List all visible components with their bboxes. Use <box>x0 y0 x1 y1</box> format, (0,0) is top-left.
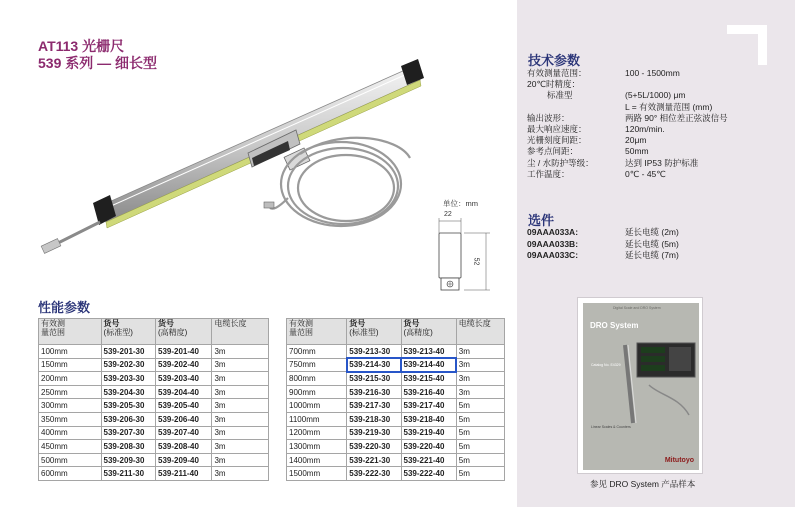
cell-std-code: 539-222-30 <box>347 467 401 481</box>
spec-key: 光栅刻度间距： <box>527 135 587 146</box>
spec-value: 两路 90° 相位差正弦波信号 <box>625 112 728 123</box>
table-row <box>39 385 269 399</box>
catalog-cover[interactable] <box>577 297 703 474</box>
spec-value: 100 - 1500mm <box>625 68 680 78</box>
spec-row <box>527 79 728 90</box>
cell-hi-code: 539-220-40 <box>401 440 456 454</box>
spec-key: 20℃时精度： <box>527 79 581 90</box>
header-hi-line2: (高精度) <box>403 328 433 337</box>
table-row <box>287 467 505 481</box>
spec-key: 最大响应速度： <box>527 124 587 135</box>
header-std-line2: (标准型) <box>349 328 379 337</box>
cell-cable: 3m <box>212 372 269 386</box>
cell-range: 400mm <box>39 426 102 440</box>
cell-std-code: 539-208-30 <box>101 440 155 454</box>
table-row <box>287 372 505 386</box>
header-hi <box>156 319 212 345</box>
header-std-line1: 货号 <box>349 319 366 328</box>
cell-cable: 5m <box>456 412 504 426</box>
cell-std-code: 539-216-30 <box>347 385 401 399</box>
cell-hi-code: 539-206-40 <box>156 412 212 426</box>
spec-row <box>527 113 728 124</box>
spec-key: 输出波形： <box>527 112 570 123</box>
cell-cable: 5m <box>456 399 504 413</box>
cell-cable: 5m <box>456 453 504 467</box>
cell-std-code: 539-218-30 <box>347 412 401 426</box>
cell-hi-code: 539-216-40 <box>401 385 456 399</box>
cell-range: 300mm <box>39 399 102 413</box>
header-std-line2: (标准型) <box>103 328 133 337</box>
cell-std-code: 539-215-30 <box>347 372 401 386</box>
cell-hi-code: 539-204-40 <box>156 385 212 399</box>
header-range <box>287 319 347 345</box>
spec-value: 20μm <box>625 135 647 146</box>
cell-std-code: 539-211-30 <box>101 467 155 481</box>
specs-heading: 技术参数 <box>528 53 581 68</box>
table-row <box>287 453 505 467</box>
cell-cable: 3m <box>212 345 269 359</box>
cell-range: 1300mm <box>287 440 347 454</box>
spec-row <box>527 102 728 113</box>
header-hi-line2: (高精度) <box>158 328 188 337</box>
specs-list <box>527 68 728 180</box>
cell-cable: 3m <box>212 426 269 440</box>
cell-range: 100mm <box>39 345 102 359</box>
table-row <box>287 385 505 399</box>
header-std <box>101 319 155 345</box>
spec-row <box>527 68 728 79</box>
linear-scale-illustration <box>38 58 438 258</box>
cell-hi-code: 539-217-40 <box>401 399 456 413</box>
spec-key: 参考点间距： <box>527 146 579 157</box>
option-code-text: 09AAA033B <box>527 238 576 249</box>
spec-row <box>527 158 728 169</box>
cell-cable: 5m <box>456 440 504 454</box>
cell-std-code: 539-202-30 <box>101 358 155 372</box>
spec-value: 达到 IP53 防护标准 <box>625 157 699 168</box>
cell-range: 250mm <box>39 385 102 399</box>
cell-hi-code: 539-214-40 <box>401 358 456 372</box>
table-row <box>39 358 269 372</box>
option-code <box>527 227 625 239</box>
dimension-drawing <box>436 211 496 311</box>
cell-cable: 3m <box>212 412 269 426</box>
table-row <box>39 399 269 413</box>
cell-std-code: 539-209-30 <box>101 453 155 467</box>
spec-row <box>527 90 728 101</box>
cell-range: 1000mm <box>287 399 347 413</box>
option-colon: : <box>575 227 579 237</box>
cell-range: 750mm <box>287 358 347 372</box>
header-range-line2: 量范围 <box>289 328 313 337</box>
header-cable: 电缆长度 <box>212 319 269 345</box>
table-row <box>39 372 269 386</box>
header-std <box>347 319 401 345</box>
cell-cable: 3m <box>212 358 269 372</box>
table-row <box>39 345 269 359</box>
option-desc: 延长电缆 (7m) <box>625 250 679 260</box>
cell-std-code: 539-207-30 <box>101 426 155 440</box>
dim-height: 52 <box>472 257 480 266</box>
cell-hi-code: 539-211-40 <box>156 467 212 481</box>
cell-hi-code: 539-219-40 <box>401 426 456 440</box>
cell-std-code: 539-220-30 <box>347 440 401 454</box>
cell-cable: 3m <box>212 453 269 467</box>
cell-range: 1500mm <box>287 467 347 481</box>
cell-range: 900mm <box>287 385 347 399</box>
option-desc: 延长电缆 (2m) <box>625 227 679 237</box>
spec-value: 50mm <box>625 146 649 157</box>
cell-cable: 3m <box>456 385 504 399</box>
spec-key: 有效测量范围： <box>527 68 587 78</box>
cell-std-code: 539-201-30 <box>101 345 155 359</box>
cell-std-code: 539-204-30 <box>101 385 155 399</box>
header-hi-line1: 货号 <box>158 319 174 328</box>
table-row <box>287 440 505 454</box>
catalog-brand: Mitutoyo <box>664 457 694 464</box>
table-row <box>39 467 269 481</box>
table-row <box>39 440 269 454</box>
table-row <box>39 412 269 426</box>
table-row <box>39 426 269 440</box>
cell-range: 350mm <box>39 412 102 426</box>
cell-std-code: 539-213-30 <box>347 345 401 359</box>
cell-cable: 3m <box>212 440 269 454</box>
cell-range: 450mm <box>39 440 102 454</box>
spec-value: 0℃ - 45℃ <box>625 168 666 179</box>
cell-hi-code: 539-213-40 <box>401 345 456 359</box>
spec-value: (5+5L/1000) μm <box>625 90 686 101</box>
header-cable: 电缆长度 <box>456 319 504 345</box>
cell-cable: 3m <box>212 385 269 399</box>
cell-hi-code: 539-208-40 <box>156 440 212 454</box>
performance-table-2 <box>286 318 505 481</box>
cell-cable: 5m <box>456 426 504 440</box>
cell-hi-code: 539-222-40 <box>401 467 456 481</box>
cell-std-code: 539-206-30 <box>101 412 155 426</box>
performance-heading: 性能参数 <box>38 300 91 315</box>
catalog-subtitle: Linear Scales & Counters <box>591 425 631 429</box>
cell-range: 600mm <box>39 467 102 481</box>
cell-cable: 3m <box>456 358 504 372</box>
cell-range: 500mm <box>39 453 102 467</box>
table-header-row <box>39 319 269 345</box>
cell-cable: 5m <box>456 467 504 481</box>
dim-width: 22 <box>444 211 452 218</box>
cell-std-code: 539-214-30 <box>347 358 401 372</box>
header-hi <box>401 319 456 345</box>
cell-range: 700mm <box>287 345 347 359</box>
cell-hi-code: 539-201-40 <box>156 345 212 359</box>
catalog-title: DRO System <box>590 321 639 330</box>
header-range-line2: 量范围 <box>41 328 65 337</box>
option-desc: 延长电缆 (5m) <box>625 238 679 249</box>
options-heading: 选件 <box>528 213 555 228</box>
cell-range: 1200mm <box>287 426 347 440</box>
corner-mark <box>727 25 767 65</box>
table-row <box>287 358 505 372</box>
cell-hi-code: 539-221-40 <box>401 453 456 467</box>
option-row <box>527 239 679 251</box>
spec-key: 工作温度： <box>527 168 570 179</box>
header-range <box>39 319 102 345</box>
cell-range: 1400mm <box>287 453 347 467</box>
cell-range: 800mm <box>287 372 347 386</box>
table-row <box>287 412 505 426</box>
cell-std-code: 539-217-30 <box>347 399 401 413</box>
cell-hi-code: 539-218-40 <box>401 412 456 426</box>
spec-row <box>527 169 728 180</box>
title-line1: AT113 光栅尺 <box>38 38 125 54</box>
cell-range: 150mm <box>39 358 102 372</box>
table-row <box>287 345 505 359</box>
performance-table-1 <box>38 318 269 481</box>
spec-key: 尘 / 水防护等级： <box>527 157 594 168</box>
spec-row <box>527 146 728 157</box>
cell-cable: 3m <box>212 467 269 481</box>
cell-hi-code: 539-215-40 <box>401 372 456 386</box>
option-row <box>527 250 679 262</box>
cell-range: 1100mm <box>287 412 347 426</box>
spec-key: 标准型 <box>547 90 573 101</box>
cell-cable: 3m <box>212 399 269 413</box>
option-colon: : <box>575 238 579 249</box>
table-row <box>287 399 505 413</box>
spec-value: 120m/min. <box>625 124 665 135</box>
catalog-cover-image <box>583 303 699 470</box>
header-range-line1: 有效测 <box>289 319 313 328</box>
unit-label: 单位：mm <box>443 199 478 208</box>
table-row <box>287 426 505 440</box>
cell-hi-code: 539-205-40 <box>156 399 212 413</box>
header-std-line1: 货号 <box>103 319 120 328</box>
cell-cable: 3m <box>456 345 504 359</box>
cell-range: 200mm <box>39 372 102 386</box>
table-header-row <box>287 319 505 345</box>
option-code-text: 09AAA033A <box>527 227 576 237</box>
cell-hi-code: 539-209-40 <box>156 453 212 467</box>
cell-std-code: 539-219-30 <box>347 426 401 440</box>
option-row <box>527 227 679 239</box>
option-code-text: 09AAA033C <box>527 250 576 260</box>
cell-std-code: 539-205-30 <box>101 399 155 413</box>
spec-row <box>527 135 728 146</box>
options-list <box>527 227 679 262</box>
option-colon: : <box>575 250 579 260</box>
catalog-header: Digital Scale and DRO System <box>613 306 661 310</box>
cell-cable: 3m <box>456 372 504 386</box>
spec-row <box>527 124 728 135</box>
cell-hi-code: 539-203-40 <box>156 372 212 386</box>
header-hi-line1: 货号 <box>403 319 420 328</box>
catalog-number: Catalog No. E4329 <box>591 363 621 367</box>
option-code <box>527 239 625 251</box>
catalog-photo <box>619 335 697 425</box>
title-line2: 539 系列 — 细长型 <box>38 55 158 71</box>
option-code <box>527 250 625 262</box>
cell-std-code: 539-203-30 <box>101 372 155 386</box>
table-row <box>39 453 269 467</box>
cell-hi-code: 539-202-40 <box>156 358 212 372</box>
cell-hi-code: 539-207-40 <box>156 426 212 440</box>
cell-std-code: 539-221-30 <box>347 453 401 467</box>
header-range-line1: 有效测 <box>41 319 65 328</box>
spec-value: L = 有效测量范围 (mm) <box>625 101 713 112</box>
spec-key <box>527 102 625 113</box>
catalog-caption: 参见 DRO System 产品样本 <box>590 479 696 489</box>
